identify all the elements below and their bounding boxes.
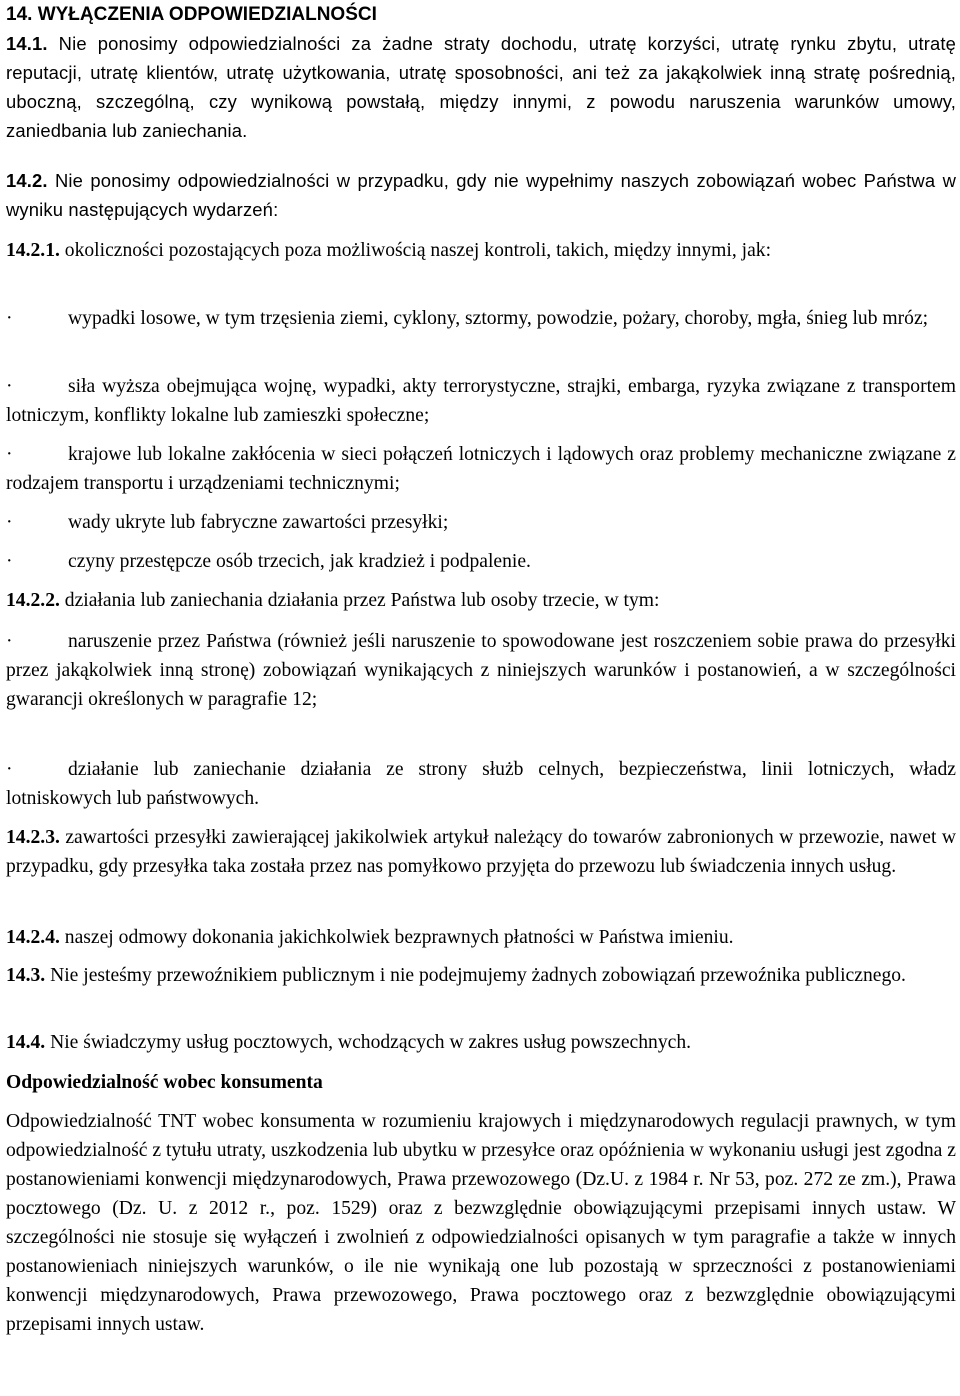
- paragraph-14-4: [6, 1028, 956, 1057]
- paragraph-14-2-2: [6, 586, 956, 615]
- paragraph-number: 14.1.: [6, 33, 48, 54]
- bullet-marker: ·: [6, 308, 13, 329]
- bullet-marker: ·: [6, 551, 13, 572]
- list-item: [6, 755, 956, 813]
- list-item-text: naruszenie przez Państwa (również jeśli naruszenie to spowodowane jest roszczeniem sobie prawa do przesyłki przez jakąkolwiek inną stronę) zobowiązań wynikających z niniejszych warunków i postanowień, a w szczególności gwarancji określonych w paragrafie 12;: [6, 631, 956, 710]
- paragraph-text: Nie jesteśmy przewoźnikiem publicznym i nie podejmujemy żadnych zobowiązań przewoźnika publicznego.: [45, 965, 906, 986]
- paragraph-text: okoliczności pozostających poza możliwością naszej kontroli, takich, między innymi, jak:: [59, 240, 772, 261]
- paragraph-number: 14.2.3.: [6, 827, 60, 848]
- list-item: [6, 304, 956, 333]
- list-item: [6, 547, 956, 576]
- list-item-text: wady ukryte lub fabryczne zawartości przesyłki;: [68, 512, 449, 533]
- paragraph-text: Nie ponosimy odpowiedzialności za żadne straty dochodu, utratę korzyści, utratę rynku zbytu, utratę reputacji, utratę klientów, utratę użytkowania, utratę sposobności, ani też za jakąkolwiek inną stratę pośrednią, uboczną, szczególną, czy wynikową powstałą, między innymi, z powodu naruszenia warunków umowy, zaniedbania lub zaniechania.: [6, 33, 956, 141]
- bullet-marker: ·: [6, 444, 13, 465]
- list-item-text: wypadki losowe, w tym trzęsienia ziemi, cyklony, sztormy, powodzie, pożary, choroby, mgła, śnieg lub mróz;: [68, 308, 929, 329]
- list-item: [6, 627, 956, 714]
- paragraph-number: 14.2.1.: [6, 240, 60, 261]
- paragraph-number: 14.2.4.: [6, 927, 60, 948]
- paragraph-14-2-1: [6, 236, 956, 265]
- paragraph-14-1: [6, 29, 956, 145]
- list-item-text: działanie lub zaniechanie działania ze strony służb celnych, bezpieczeństwa, linii lotniczych, władz lotniskowych lub państwowych.: [6, 759, 956, 809]
- list-item-text: siła wyższa obejmująca wojnę, wypadki, akty terrorystyczne, strajki, embarga, ryzyka związane z transportem lotniczym, konflikty lokalne lub zamieszki społeczne;: [6, 376, 956, 426]
- bullet-marker: ·: [6, 512, 13, 533]
- paragraph-text: Nie świadczymy usług pocztowych, wchodzących w zakres usług powszechnych.: [45, 1032, 692, 1053]
- paragraph-number: 14.2.: [6, 170, 48, 191]
- paragraph-text: Nie ponosimy odpowiedzialności w przypadku, gdy nie wypełnimy naszych zobowiązań wobec Państwa w wyniku następujących wydarzeń:: [6, 170, 956, 220]
- section-title: 14. WYŁĄCZENIA ODPOWIEDZIALNOŚCI: [6, 4, 377, 25]
- bullet-marker: ·: [6, 759, 13, 780]
- list-item-text: krajowe lub lokalne zakłócenia w sieci połączeń lotniczych i lądowych oraz problemy mechaniczne związane z rodzajem transportu i urządzeniami technicznymi;: [6, 444, 956, 494]
- paragraph-text: naszej odmowy dokonania jakichkolwiek bezprawnych płatności w Państwa imieniu.: [59, 927, 734, 948]
- paragraph-14-3: [6, 961, 956, 990]
- paragraph-14-2-3: [6, 823, 956, 881]
- bullet-marker: ·: [6, 631, 13, 652]
- list-item: [6, 440, 956, 498]
- consumer-heading: Odpowiedzialność wobec konsumenta: [6, 1072, 323, 1093]
- paragraph-14-2-4: [6, 923, 956, 952]
- paragraph-number: 14.2.2.: [6, 590, 60, 611]
- paragraph-text: zawartości przesyłki zawierającej jakikolwiek artykuł należący do towarów zabronionych w przewozie, nawet w przypadku, gdy przesyłka taka została przez nas pomyłkowo przyjęta do przewozu lub świadczenia innych usług.: [6, 827, 956, 877]
- list-item-text: czyny przestępcze osób trzecich, jak kradzież i podpalenie.: [68, 551, 531, 572]
- paragraph-14-2: [6, 166, 956, 224]
- paragraph-number: 14.3.: [6, 965, 46, 986]
- list-item: [6, 508, 956, 537]
- paragraph-number: 14.4.: [6, 1032, 46, 1053]
- list-item: [6, 372, 956, 430]
- consumer-paragraph: Odpowiedzialność TNT wobec konsumenta w rozumieniu krajowych i międzynarodowych regulacji prawnych, w tym odpowiedzialność z tytułu utraty, uszkodzenia lub ubytku w przesyłce oraz opóźnienia w wykonaniu usługi jest zgodna z postanowieniami konwencji międzynarodowych, Prawa przewozowego (Dz.U. z 1984 r. Nr 53, poz. 272 ze zm.), Prawa pocztowego (Dz. U. z 2012 r., poz. 1529) oraz z bezwzględnie obowiązującymi przepisami innych ustaw. W szczególności nie stosuje się wyłączeń i zwolnień z odpowiedzialności opisanych w tym paragrafie a także w innych postanowieniach niniejszych warunków, o ile nie wynikają one lub pozostają w sprzeczności z postanowieniami konwencji międzynarodowych, Prawa przewozowego, Prawa pocztowego oraz z bezwzględnie obowiązującymi przepisami innych ustaw.: [6, 1111, 956, 1335]
- paragraph-text: działania lub zaniechania działania przez Państwa lub osoby trzecie, w tym:: [59, 590, 660, 611]
- bullet-marker: ·: [6, 376, 13, 397]
